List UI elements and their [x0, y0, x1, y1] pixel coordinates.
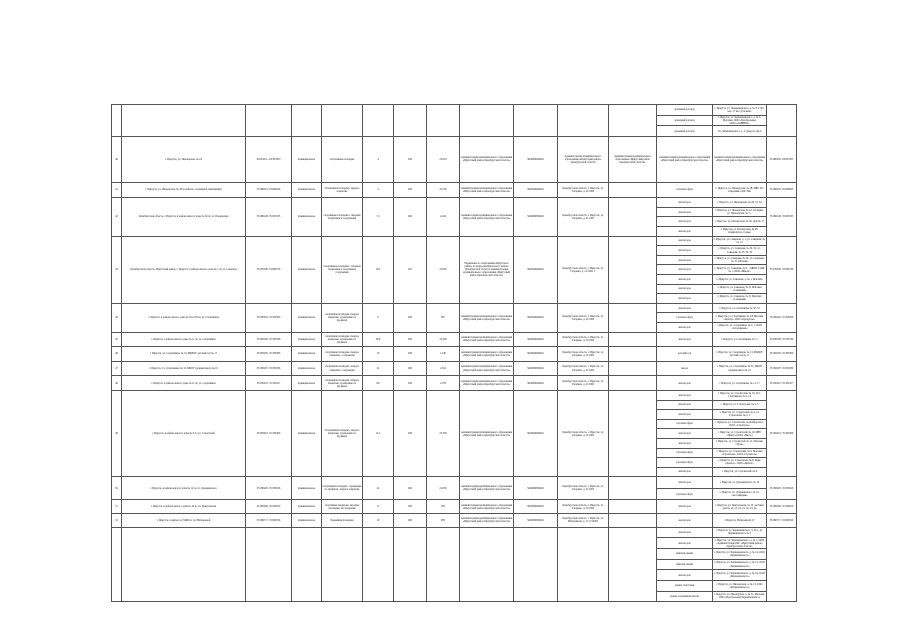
- owner-name: Администрация муниципального образования «Иркутский район Оренбургской области»: [460, 198, 514, 236]
- sub-object-address: г. Иркутск, ул. Северная, д. № 1, Магазин: [713, 275, 767, 285]
- sub-object-type: детский сад: [657, 347, 713, 362]
- cadastral-number: 35:050207, 35:350330: [246, 361, 292, 376]
- table-row: [112, 332, 797, 347]
- sub-object-type: жилой дом: [657, 284, 713, 294]
- object-address: г. Иркутск, в районе жилого дома № 10 по ул. Центральная: [122, 500, 246, 514]
- row-number: 41: [112, 182, 122, 198]
- ownership: муниципальное: [292, 376, 322, 391]
- year: 206: [394, 347, 427, 362]
- holder-address: Оренбургская область, г. Иркутск, ул. Гагарина, д. 21/1002: [558, 477, 609, 500]
- table-row: [112, 236, 797, 246]
- row-number: 45: [112, 332, 122, 347]
- year: 206: [394, 361, 427, 376]
- sub-object-type: торговая сфера: [657, 488, 713, 500]
- cost: 595: [427, 500, 460, 514]
- owner-inn: 5620000000461: [514, 236, 558, 303]
- document-number: 35:050207, 35:350330: [767, 361, 797, 376]
- holder-name: [609, 182, 657, 198]
- owner-inn: 5620000000461: [514, 361, 558, 376]
- sub-object-address: г. Иркутск, ул. Строителей, № 4, 5: [713, 400, 767, 410]
- holder-name: [609, 236, 657, 303]
- sub-object-address: г. Иркутск, ул. Чернышевского, д. № 3, Магазин, ООО «Центральные ООО»»ГАВНПО»: [713, 115, 767, 126]
- ownership: муниципальное: [292, 198, 322, 236]
- empty-cell: [246, 105, 292, 137]
- ownership: муниципальное: [292, 514, 322, 528]
- sub-object-address: г. Иркутск, ул. Пионерская, № 12, Гагарина, ул. Пионерская, № 7...: [713, 207, 767, 217]
- table-row: [112, 198, 797, 208]
- cost: 2,341: [427, 361, 460, 376]
- sub-object-address: г. Иркутск, ул. Спортивная, № 11: [713, 332, 767, 347]
- sub-object-type: жилой дом: [657, 227, 713, 237]
- holder-address: Оренбургская область, г. Иркутск, ул. Гагарина, д. 21/1002: [558, 332, 609, 347]
- table-row: [112, 527, 797, 538]
- owner-inn: 5620000000461: [514, 347, 558, 362]
- holder-name: [609, 347, 657, 362]
- sub-object-address: г. Иркутск, ул. Дзержинского, № 14: [713, 477, 767, 489]
- row-number: 46: [112, 347, 122, 362]
- cadastral-number: 35:050205, 35:350306: [246, 347, 292, 362]
- ownership: муниципальное: [292, 361, 322, 376]
- year: 206: [394, 500, 427, 514]
- holder-name: [609, 198, 657, 236]
- empty-cell: [427, 527, 460, 601]
- document-number: 35:050205, 35:350306: [767, 347, 797, 362]
- cost: 22,658: [427, 477, 460, 500]
- year: 206: [394, 514, 427, 528]
- row-number: 44: [112, 303, 122, 332]
- holder-address: Оренбургская область, г. Иркутск, ул. Гагарина, д. 21/1002: [558, 198, 609, 236]
- empty-cell: [609, 527, 657, 601]
- document-number: 35:050405, 35:350916: [767, 477, 797, 500]
- owner-inn: 5620000000461: [514, 376, 558, 391]
- table-row: [112, 137, 797, 183]
- object-address: г. Иркутск, ул. Спортивная, № 32, МБОУ средняя школа № 10: [122, 361, 246, 376]
- owner-inn: 5620000000461: [514, 332, 558, 347]
- object-address: Оренбургская область, Иркутский район, г. Иркутск, в районе жилого дома № 1 по ул. Северная: [122, 236, 246, 303]
- year: 206: [394, 332, 427, 347]
- area: 12,2: [363, 390, 394, 476]
- year: 206: [394, 137, 427, 183]
- ownership: муниципальное: [292, 500, 322, 514]
- holder-address: Оренбургская область, г. Иркутск, ул. Гагарина, д. 21/1002: [558, 347, 609, 362]
- sub-object-type: офисная здание: [657, 559, 713, 570]
- table-row: [112, 182, 797, 198]
- object-purpose: Спортивная площадка, ограждение по профилю, твердое покрытие: [322, 477, 363, 500]
- empty-cell: [122, 527, 246, 601]
- object-address: г. Иркутск, в районе жилого дома № 11 по ул. Спортивная: [122, 376, 246, 391]
- cost: 22,653: [427, 137, 460, 183]
- sub-object-type: жилой дом: [657, 332, 713, 347]
- empty-cell: [460, 105, 514, 137]
- area: 8,6: [363, 376, 394, 391]
- object-address: г. Иркутск, ул. Пионерская, № 28 (в районе с подземной помещений): [122, 182, 246, 198]
- object-address: г. Иркутск, ул. Пионерская, № 24: [122, 137, 246, 183]
- sub-object-type: жилой дом: [657, 527, 713, 538]
- sub-object-type: жилой дом: [657, 477, 713, 489]
- sub-object-type: арендный договор: [657, 115, 713, 126]
- sub-object-type: жилой дом: [657, 570, 713, 581]
- holder-name: [609, 376, 657, 391]
- table-row: [112, 390, 797, 400]
- sub-object-type: жилой дом: [657, 207, 713, 217]
- owner-inn: 5620000000461: [514, 182, 558, 198]
- sub-object-address: г. Иркутск, ул. Пионерская, № 26, 31, 32: [713, 198, 767, 208]
- row-number: 43: [112, 236, 122, 303]
- sub-object-address: г. Иркутск, ул. Строителей, № 9, Магазин «Строитель», ООО «Строитель»: [713, 448, 767, 458]
- cadastral-number: 35:050405, 35:350916: [246, 477, 292, 500]
- sub-object-type: торговая сфера: [657, 182, 713, 198]
- empty-cell: [246, 527, 292, 601]
- cadastral-number: 35:060717, 35:009740: [246, 514, 292, 528]
- table-row: [112, 303, 797, 313]
- holder-address: Оренбургская область, г. Иркутск, ул. Гагарина, д. 21/1002, г.: [558, 236, 609, 303]
- owner-name: Администрация муниципального образования «Иркутский район Оренбургской области»: [460, 137, 514, 183]
- cadastral-number: 35:050406, 35:350810: [246, 500, 292, 514]
- sub-object-type: торговая сфера: [657, 448, 713, 458]
- cost: 985: [427, 514, 460, 528]
- cost: 23,358: [427, 390, 460, 476]
- table-row: [112, 477, 797, 489]
- sub-object-address: г. Иркутск, ул. Дзержинского, № 16, «Ассоциация»: [713, 488, 767, 500]
- area: 6: [363, 303, 394, 332]
- year: 206: [394, 477, 427, 500]
- row-number: 40: [112, 137, 122, 183]
- object-purpose: спортивная площадка, игровые площадки, без покрытия: [322, 500, 363, 514]
- owner-name: Администрация муниципального образования «Иркутский район Оренбургской области»: [460, 303, 514, 332]
- owner-inn: 5620000000461: [514, 477, 558, 500]
- owner-name: Администрация муниципального образования «Иркутский район Оренбургской области»: [460, 390, 514, 476]
- holder-name: [609, 390, 657, 476]
- document-number: 35:050201, 35:350417: [767, 376, 797, 391]
- sub-object-type: здание спортивной школы: [657, 591, 713, 602]
- sub-object-type: жилой дом: [657, 438, 713, 448]
- empty-cell: [514, 527, 558, 601]
- ownership: муниципальное: [292, 182, 322, 198]
- sub-object-type: жилой дом: [657, 303, 713, 313]
- sub-object-address: г. Иркутск, ул. Строителей, № 10, МБУ «Центр» (ООО «Вита»): [713, 429, 767, 439]
- sub-object-address: г. Иркутск, ул. Пионерская, № 28, МБУ ДО «Ледовый «ДОСТИ»: [713, 182, 767, 198]
- sub-object-address: г. Иркутск, ул. Строителей, № 10, 22/1, Спортивная, № 6, 14: [713, 390, 767, 400]
- sub-object-type: торговая сфера: [657, 458, 713, 468]
- sub-object-address: Ул. Чернышевского, д. 3, Дом (ад. Дк.4: [713, 126, 767, 137]
- sub-object-type: жилой дом: [657, 198, 713, 208]
- sub-object-type: арендный договор: [657, 126, 713, 137]
- row-number: 47: [112, 361, 122, 376]
- sub-object-address: г. Иркутск, ул. Спортивная, № 30, 32: [713, 303, 767, 313]
- sub-object-address: г. Иркутск, ул. Чернышевского, д. № 1, ООО «Администрация МС «Иркутский район» Оренбургской области»: [713, 538, 767, 549]
- sub-object-type: торговая сфера: [657, 419, 713, 429]
- object-address: г. Иркутск, в районе ул. МКР по ул. Набережной: [122, 514, 246, 528]
- object-purpose: спортивная площадка, твердое покрытие, ограждение по профилю: [322, 303, 363, 332]
- document-number: 35:050406, 35:350810: [767, 500, 797, 514]
- document-number: 35:060717, 35:009740: [767, 514, 797, 528]
- table-row: [112, 376, 797, 391]
- year: 205: [394, 236, 427, 303]
- owner-name: Администрация муниципального образования «Иркутский район Оренбургской области»: [460, 361, 514, 376]
- empty-cell: [427, 105, 460, 137]
- sub-object-address: г. Иркутск, ул. Строителей, № 4, 14, Строителей, № 2, 3: [713, 410, 767, 420]
- area: 7,2: [363, 198, 394, 236]
- document-number: 35:060035 ,04:007003: [767, 137, 797, 183]
- owner-name: Администрация муниципального образования «Иркутский район Оренбургской области»: [460, 376, 514, 391]
- sub-object-address: г. Иркутск, ул. Северная, д. 1, ул. Северная, № 14, 15: [713, 237, 766, 244]
- sub-object-address: г. Иркутск, ул. Строителей, № Комфортное, ООО «Строитель»: [713, 419, 767, 429]
- holder-name: [609, 332, 657, 347]
- owner-name: Администрация муниципального образования «Иркутский район Оренбургской области»: [460, 347, 514, 362]
- empty-cell: [292, 105, 322, 137]
- owner-name: Управление по образованию Иркутского района по вопросам Иркутского района Оренбургской области Администрации муниципального образования «Иркутский район Оренбургской области»: [460, 236, 514, 303]
- holder-address: Оренбургская область, г. Иркутск, ул. Набережной, д. 27, 0/13002: [558, 514, 609, 528]
- sub-object-address: г. Иркутск, ул. Пионерская, № 26, Дом № 17: [713, 217, 767, 227]
- sub-object-type: жилой дом: [657, 467, 713, 477]
- holder-name: [609, 361, 657, 376]
- object-address: г. Иркутск, в районе жилого дома № 30 и 2/8 по ул. Спортивная: [122, 303, 246, 332]
- object-purpose: Спортивная площадка: [322, 137, 363, 183]
- holder-address: Оренбургская область, г. Иркутск, ул. Гагарина, д. 21/1002: [558, 376, 609, 391]
- row-number: 49: [112, 390, 122, 476]
- cost: 1,430: [427, 347, 460, 362]
- sub-object-address: г. Иркутск, ул. Спортивная, № 13, МБДОУ детский сад № 17: [713, 347, 767, 362]
- sub-object-address: г. Иркутск, ул. Чернышевского, д. № 3, 1/30 с кад. 17 кв. (4) помещ.: [713, 105, 767, 116]
- empty-cell: [292, 527, 322, 601]
- empty-cell: [394, 105, 427, 137]
- sub-object-address: г. Иркутск, ул. Пионерская, д. № 13, ООО «Чернышевского»: [713, 580, 767, 591]
- table-row: [112, 500, 797, 514]
- area: 16: [363, 514, 394, 528]
- cost: 2,376: [427, 376, 460, 391]
- sub-object-address: г. Иркутск, ул. Строителей, № 11, Магазин «Урал»: [713, 438, 767, 448]
- sub-object-address: г. Иркутск, ул. Чернышевского, д. № 15, ООО «Чернышевского»: [713, 559, 767, 570]
- document-number: 35:050202, 35:350200: [767, 303, 797, 332]
- empty-cell: [112, 527, 122, 601]
- cost: 367: [427, 303, 460, 332]
- sub-object-type: жилой дом: [657, 255, 713, 265]
- area: 8: [363, 500, 394, 514]
- empty-cell: [363, 105, 394, 137]
- sub-object-address: Администрация муниципального образования «Иркутский район Оренбургской области»: [713, 137, 767, 183]
- cost: 22,759: [427, 182, 460, 198]
- area: 4: [363, 182, 394, 198]
- document-number: 35:070040, 35:009730: [767, 236, 797, 303]
- sub-object-address: г. Иркутск, ул. Северная, № 30, 32, ул. Северная, № 33, 34, 35: [713, 246, 767, 256]
- object-address: г. Иркутск, ул. Спортивная, № 13, МБДОУ детский сад № 17: [122, 347, 246, 362]
- sub-object-address: г. Иркутск, ул. Чернышевского, д. № 14, ООО «Чернышевского»: [713, 549, 767, 560]
- table-row: [112, 514, 797, 528]
- sub-object-type: арендный договор: [657, 105, 713, 116]
- object-purpose: спортивные площадки с твердым покрытием и сооружения: [322, 198, 363, 236]
- sub-object-address: г. Иркутск, ул. Спортивная, № 11, 17: [713, 376, 767, 391]
- owner-inn: 5620000000461: [514, 303, 558, 332]
- object-purpose: Спортивная площадка, твердое покрытие: [322, 182, 363, 198]
- object-purpose: Спортивная площадка, твердое покрытие, ограждение по профилю: [322, 390, 363, 476]
- empty-cell: [460, 527, 514, 601]
- empty-cell: [322, 527, 363, 601]
- row-number: 48: [112, 376, 122, 391]
- sub-object-address: г. Иркутск, ул. Северная, № 31 Магазин «Северный»: [713, 294, 767, 304]
- empty-cell: [767, 105, 797, 137]
- sub-object-type: жилой дом: [657, 429, 713, 439]
- object-purpose: спортивная площадка, твердое покрытие, сооружения: [322, 347, 363, 362]
- sub-object-type: жилой дом: [657, 390, 713, 400]
- owner-inn: 5620000000461: [514, 198, 558, 236]
- sub-object-type: торговая сфера: [657, 313, 713, 323]
- area: 22: [363, 477, 394, 500]
- sub-object-address: г. Иркутск, ул. Чернышевского, д. № 1, ул. Чернышевского, № 4: [713, 527, 767, 538]
- object-address: Оренбургская область, г. Иркутск, в районе жилого дома № 26 по ул. Пионерская: [122, 198, 246, 236]
- sub-object-address: г. Иркутск, ул. Северная, № 34, ул. Северная, № 31, Магазин: [713, 255, 767, 265]
- ownership: муниципальное: [292, 477, 322, 500]
- owner-inn: 5620000000461: [514, 137, 558, 183]
- cost: 41,04: [427, 198, 460, 236]
- area: 4: [363, 137, 394, 183]
- cadastral-number: 35:060226, 35:005335: [246, 198, 292, 236]
- object-address: г. Иркутск, в районе жилого дома № 14 по ул. Дзержинского: [122, 477, 246, 500]
- document-number: 35:060035, 05:006003: [767, 182, 797, 198]
- sub-object-type: школа: [657, 361, 713, 376]
- ownership: муниципальное: [292, 137, 322, 183]
- table-row: [112, 361, 797, 376]
- holder-address: Оренбургская область, г. Иркутск, ул. Гагарина, д. 21/1002: [558, 361, 609, 376]
- sub-object-type: жилой дом: [657, 246, 713, 256]
- sub-object-type: жилой дом: [657, 294, 713, 304]
- document-number: 35:060226, 35:005335: [767, 198, 797, 236]
- sub-object-type: жилой дом: [657, 400, 713, 410]
- cadastral-number: 35:050201, 35:350417: [246, 376, 292, 391]
- year: 206: [394, 390, 427, 476]
- object-purpose: спортивная площадка, твердое покрытие, сооружения: [322, 361, 363, 376]
- sub-object-address: г. Иркутск, ул. Пионерская, № 26, Комфортное, Семья: [713, 227, 767, 237]
- empty-cell: [122, 105, 246, 137]
- sub-object-address: г. Иркутск, ул. Пионерская, д. № 11, Магазин, ООО «Центральная Чернышевского»: [713, 591, 767, 602]
- holder-address: Оренбургская область, г. Иркутск, ул. Гагарина, д. 21/1002: [558, 500, 609, 514]
- sub-object-type: жилой дом: [657, 236, 713, 246]
- owner-inn: 5620000000461: [514, 500, 558, 514]
- sub-object-type: жилой дом: [657, 538, 713, 549]
- empty-cell: [609, 105, 657, 137]
- area: 10: [363, 347, 394, 362]
- sub-object-type: офисная здание: [657, 549, 713, 560]
- row-number: 52: [112, 514, 122, 528]
- empty-cell: [322, 105, 363, 137]
- sub-object-type: жилой дом: [657, 217, 713, 227]
- sub-object-type: здание спортсмен: [657, 580, 713, 591]
- sub-object-address: г. Иркутск, ул. Северная, № 8 ... МБОУ СОШ № 1, ООО «Школа»: [713, 265, 767, 275]
- owner-name: Администрация муниципального образования «Иркутский район Оренбургской области»: [460, 500, 514, 514]
- owner-name: Администрация муниципального образования «Иркутский район Оренбургской области»: [460, 332, 514, 347]
- empty-cell: [558, 105, 609, 137]
- area: 20,8: [363, 332, 394, 347]
- sub-object-type: жилой дом: [657, 514, 713, 528]
- ownership: муниципальное: [292, 347, 322, 362]
- sub-object-type: жилой дом: [657, 500, 713, 514]
- owner-name: Администрация муниципального образования «Иркутский район Оренбургской области»: [460, 514, 514, 528]
- object-purpose: спортивная площадка, твердое покрытие, ограждение по профилю: [322, 332, 363, 347]
- register-table: [111, 104, 797, 602]
- document-number: 35:050401, 35:350409: [767, 390, 797, 476]
- sub-object-address: г. Иркутск, ул. Строителей, № 6, Кафе «Диалог», ООО «Диалог»: [713, 458, 767, 468]
- holder-address: Оренбургская область, г. Иркутск, ул. Гагарина, д. 21/1002: [558, 390, 609, 476]
- holder-address: Администрация муниципального образования «Иркутский район» Оренбургской области: [558, 137, 609, 183]
- sub-object-type: жилой дом: [657, 265, 713, 275]
- holder-address: Оренбургская область, г. Иркутск, ул. Гагарина, д. 21/1002: [558, 303, 609, 332]
- row-number: 51: [112, 500, 122, 514]
- year: 206: [394, 182, 427, 198]
- object-address: г. Иркутск, в районе жилого дома № 8 по ул. Строителей: [122, 390, 246, 476]
- cadastral-number: 35:070040, 35:009730: [246, 236, 292, 303]
- table-row: [112, 347, 797, 362]
- sub-object-type: жилой дом: [657, 410, 713, 420]
- sub-object-type: жилой дом: [657, 275, 713, 285]
- object-address: г. Иркутск, в районе жилого дома № 11 по ул. Спортивная: [122, 332, 246, 347]
- cadastral-number: 35:050202, 35:350200: [246, 303, 292, 332]
- ownership: муниципальное: [292, 332, 322, 347]
- empty-cell: [767, 527, 797, 601]
- sub-object-address: г. Иркутск, ул. Спортивная, № 2, 1, ООО «Спортивная»: [713, 322, 767, 332]
- holder-name: Администрация муниципального образования «Иркутский район Оренбургской области»: [609, 137, 657, 183]
- empty-cell: [112, 105, 122, 137]
- ownership: муниципальное: [292, 390, 322, 476]
- owner-inn: 5620000000461: [514, 390, 558, 476]
- cost: 23,458: [427, 332, 460, 347]
- sub-object-type: жилой дом: [657, 322, 713, 332]
- year: 206: [394, 303, 427, 332]
- ownership: муниципальное: [292, 236, 322, 303]
- sub-object-address: г. Иркутск, ул. Чернышевского, д. № 19, ООО «Чернышевского»: [713, 570, 767, 581]
- object-purpose: Хоккейная площадка: [322, 514, 363, 528]
- sub-object-type: жилой дом: [657, 376, 713, 391]
- holder-name: [609, 500, 657, 514]
- area: 22: [363, 361, 394, 376]
- owner-inn: 5620000000461: [514, 514, 558, 528]
- year: 206: [394, 376, 427, 391]
- holder-address: Оренбургская область, г. Иркутск, ул. Гагарина, д. 21/1002: [558, 182, 609, 198]
- holder-name: [609, 514, 657, 528]
- row-number: 50: [112, 477, 122, 500]
- cost: 22,658: [427, 236, 460, 303]
- holder-name: [609, 303, 657, 332]
- table-row: [112, 105, 797, 116]
- cadastral-number: 35:060201, 05:004026: [246, 182, 292, 198]
- sub-object-type: Администрация муниципального образования «Иркутский район Оренбургской области»: [657, 137, 713, 183]
- owner-name: Администрация муниципального образования «Иркутский район Оренбургской области»: [460, 182, 514, 198]
- ownership: муниципальное: [292, 303, 322, 332]
- sub-object-address: г. Иркутск, ул. Спортивная, № 2/8 Магазин «Центр», ООО «Продукты»: [713, 313, 767, 323]
- area: 16,2: [363, 236, 394, 303]
- cadastral-number: 35:050383, 35:350336: [246, 332, 292, 347]
- sub-object-address: г. Иркутск, ул. Центральная, № 10, частный дом № 14, 15, 16, 21, 22, 23, 24: [713, 500, 767, 514]
- row-number: 42: [112, 198, 122, 236]
- owner-name: Администрация муниципального образования «Иркутский район Оренбургской области»: [460, 477, 514, 500]
- empty-cell: [558, 527, 609, 601]
- sub-object-address: г. Иркутск, ул. Северная, № 31 Магазин «Северный»: [713, 284, 767, 294]
- sub-object-address: г. Иркутск, ул. Строителей, № 8: [713, 467, 767, 477]
- empty-cell: [514, 105, 558, 137]
- cadastral-number: 35:06:001...:05:007007: [246, 137, 292, 183]
- empty-cell: [394, 527, 427, 601]
- empty-cell: [363, 527, 394, 601]
- cadastral-number: 35:050401, 35:350409: [246, 390, 292, 476]
- object-purpose: спортивная площадка, твердое покрытие, ограждение по профилю: [322, 376, 363, 391]
- year: 206: [394, 198, 427, 236]
- object-purpose: Спортивные площадки с твердым покрытием и спортивные сооружения: [322, 236, 363, 303]
- sub-object-address: г. Иркутск, ул. Спортивная, № 32, МБОУ средняя школа № 10: [713, 361, 767, 376]
- sub-object-address: г. Иркутск, Набережной, 27: [713, 514, 767, 528]
- holder-name: [609, 477, 657, 500]
- document-number: 35:050383, 35:350336: [767, 332, 797, 347]
